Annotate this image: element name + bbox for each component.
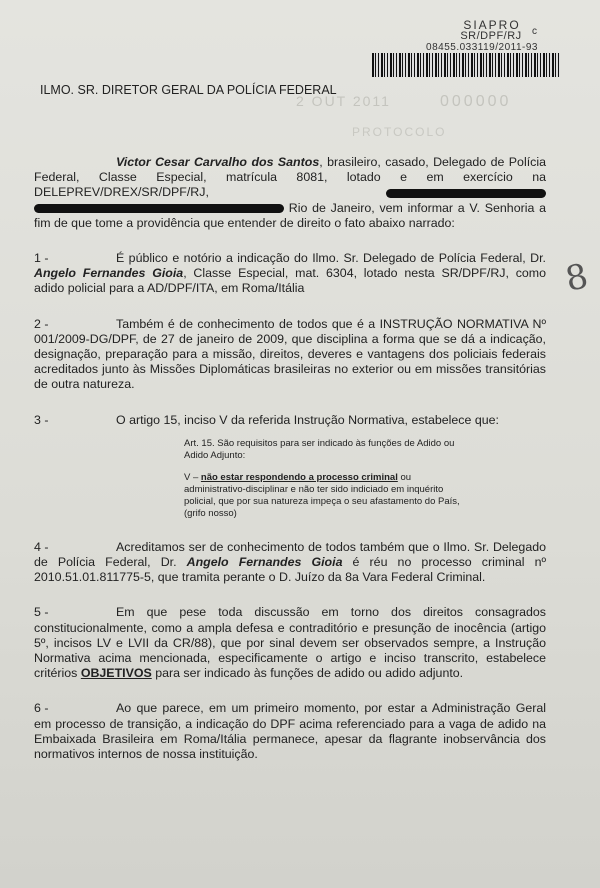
paragraph-text: O artigo 15, inciso V da referida Instrução Normativa, estabelece que: bbox=[116, 412, 499, 427]
redaction-bar bbox=[34, 204, 284, 213]
paragraph-number: 6 - bbox=[34, 701, 49, 716]
article-text: Art. 15. São requisitos para ser indicado às funções de Adido ou Adido Adjunto: bbox=[184, 437, 455, 461]
paragraph-number: 3 - bbox=[34, 412, 49, 427]
emphasis-objetivos: OBJETIVOS bbox=[80, 666, 152, 681]
paragraph-5 bbox=[34, 605, 546, 681]
stamp-process-number: 08455.033119/2011-93 bbox=[426, 42, 538, 53]
quoted-article bbox=[184, 438, 474, 520]
handwritten-page-mark: 8 bbox=[562, 256, 592, 300]
intro-text-2: Rio de Janeiro, vem informar a V. Senhoria a fim de que tome a providência que entender de direito o fato abaixo narrado: bbox=[34, 200, 546, 230]
author-name: Victor Cesar Carvalho dos Santos bbox=[116, 155, 320, 169]
stamp-unit: SR/DPF/RJ bbox=[460, 30, 522, 42]
faint-date-imprint: 2 OUT 2011 bbox=[296, 93, 391, 109]
faint-number-imprint: 000000 bbox=[440, 93, 512, 110]
paragraph-3 bbox=[34, 413, 546, 428]
paragraph-text: Ao que parece, em um primeiro momento, por estar a Administração Geral em processo de transição, a indicação do DPF acima referenciado para a vaga de adido na Embaixada Brasileira em Roma/Itália permanece, apesar da flagrante inobservância dos normativos internos de nossa instituição. bbox=[34, 701, 546, 762]
stamp-system: SIAPRO bbox=[463, 18, 521, 32]
letter-body bbox=[34, 155, 546, 782]
addressee-heading: ILMO. SR. DIRETOR GERAL DA POLÍCIA FEDERAL bbox=[40, 83, 337, 97]
paragraph-text: É público e notório a indicação do Ilmo. Sr. Delegado de Polícia Federal, Dr. bbox=[116, 251, 546, 266]
person-name: Angelo Fernandes Gioia bbox=[34, 266, 184, 281]
underlined-emphasis: não estar respondendo a processo criminal bbox=[200, 471, 398, 483]
redaction-bar bbox=[386, 189, 546, 198]
paragraph-text: Acreditamos ser de conhecimento de todos também que o Ilmo. Sr. Delegado de Polícia Federal, Dr. bbox=[34, 539, 546, 570]
paragraph-6 bbox=[34, 701, 546, 762]
paragraph-4 bbox=[34, 540, 546, 586]
intro-paragraph bbox=[34, 155, 546, 231]
person-name: Angelo Fernandes Gioia bbox=[186, 555, 343, 570]
paragraph-text: , Classe Especial, mat. 6304, lotado nesta SR/DPF/RJ, como adido policial para a AD/DPF/ITA, em Roma/Itália bbox=[34, 266, 546, 296]
paragraph-2 bbox=[34, 317, 546, 393]
stamp-corner-letter: c bbox=[532, 26, 538, 37]
faint-protocol-imprint: PROTOCOLO bbox=[352, 125, 447, 139]
paragraph-1 bbox=[34, 251, 546, 297]
paragraph-text: Também é de conhecimento de todos que é a INSTRUÇÃO NORMATIVA Nº 001/2009-DG/DPF, de 27 de janeiro de 2009, que disciplina a forma que se dá a indicação, designação, preparação para a missão, direitos, deveres e vantagens dos policiais federais acreditados junto às Missões Diplomáticas brasileiras no exterior ou em missões transitórias de outra natureza. bbox=[34, 316, 546, 392]
intro-text-1: , brasileiro, casado, Delegado de Polícia Federal, Classe Especial, matrícula 8081, lotado e em exercício na DELEPREV/DREX/SR/DPF/RJ, bbox=[34, 155, 546, 200]
article-item-v bbox=[184, 472, 474, 520]
item-text: ou administrativo-disciplinar e não ter sido indiciado em inquérito policial, que por sua natureza impeça o seu afastamento do País, (grifo nosso) bbox=[184, 471, 460, 519]
paragraph-number: 2 - bbox=[34, 316, 49, 331]
paragraph-number: 1 - bbox=[34, 251, 49, 266]
paragraph-text: é réu no processo criminal nº 2010.51.01.811775-5, que tramita perante o D. Juízo da 8a Vara Federal Criminal. bbox=[34, 555, 546, 585]
item-prefix: V – bbox=[184, 471, 201, 483]
paragraph-text: para ser indicado às funções de adido ou adido adjunto. bbox=[151, 666, 464, 681]
paragraph-number: 4 - bbox=[34, 539, 49, 554]
barcode bbox=[372, 53, 560, 77]
protocol-stamp bbox=[372, 20, 572, 53]
paragraph-text: Em que pese toda discussão em torno dos direitos consagrados constitucionalmente, como a ampla defesa e contraditório e presunção de inocência (artigo 5º, incisos LV e LVII da CR/88), que por sinal devem ser observados sempre, a Instrução Normativa acima mencionada, especificamente o artigo e inciso transcrito, estabelece critérios bbox=[34, 605, 546, 681]
paragraph-number: 5 - bbox=[34, 605, 49, 620]
